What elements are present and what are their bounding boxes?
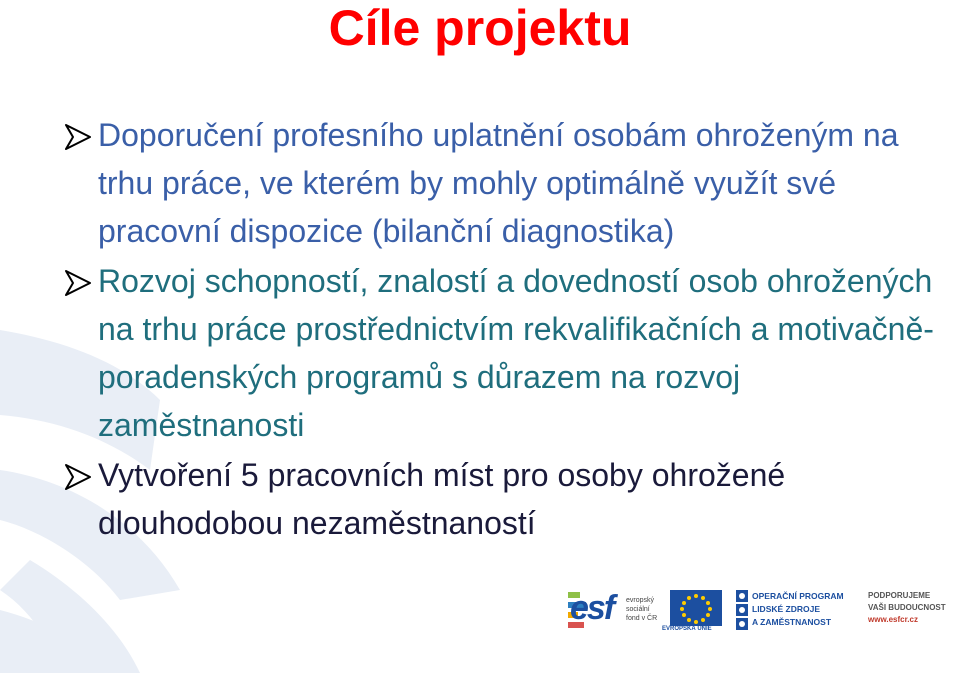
bullet-text: Vytvoření 5 pracovních míst pro osoby ohrožené dlouhodobou nezaměstnaností [98,457,786,541]
eu-caption: EVROPSKÁ UNIE [662,626,712,632]
arrow-bullet-icon [64,268,92,298]
esf-wordmark: esf [570,589,614,627]
arrow-bullet-icon [64,122,92,152]
support-caption [868,590,960,626]
bullet-item [62,111,942,255]
slide-title: Cíle projektu [328,0,632,56]
op-line: A ZAMĚSTNANOST [752,617,832,627]
op-line: LIDSKÉ ZDROJE [752,604,821,614]
support-line: VAŠI BUDOUCNOST [868,603,946,612]
support-url: www.esfcr.cz [868,615,918,624]
esf-caption: evropský sociální fond v ČR [626,597,658,622]
bullet-item [62,451,942,547]
op-caption [752,590,870,629]
arrow-bullet-icon [64,462,92,492]
bullet-list [62,111,942,549]
bullet-item [62,257,942,449]
op-line: OPERAČNÍ PROGRAM [752,591,844,601]
footer-logos [568,586,960,638]
support-line: PODPORUJEME [868,591,931,600]
bullet-text: Rozvoj schopností, znalostí a dovedností osob ohrožených na trhu práce prostřednictvím rekvalifikačních a motivačně-poradenských programů s důrazem na rozvoj zaměstnanosti [98,263,934,443]
bullet-text: Doporučení profesního uplatnění osobám ohroženým na trhu práce, ve kterém by mohly optimálně využít své pracovní dispozice (bilanční diagnostika) [98,117,899,249]
